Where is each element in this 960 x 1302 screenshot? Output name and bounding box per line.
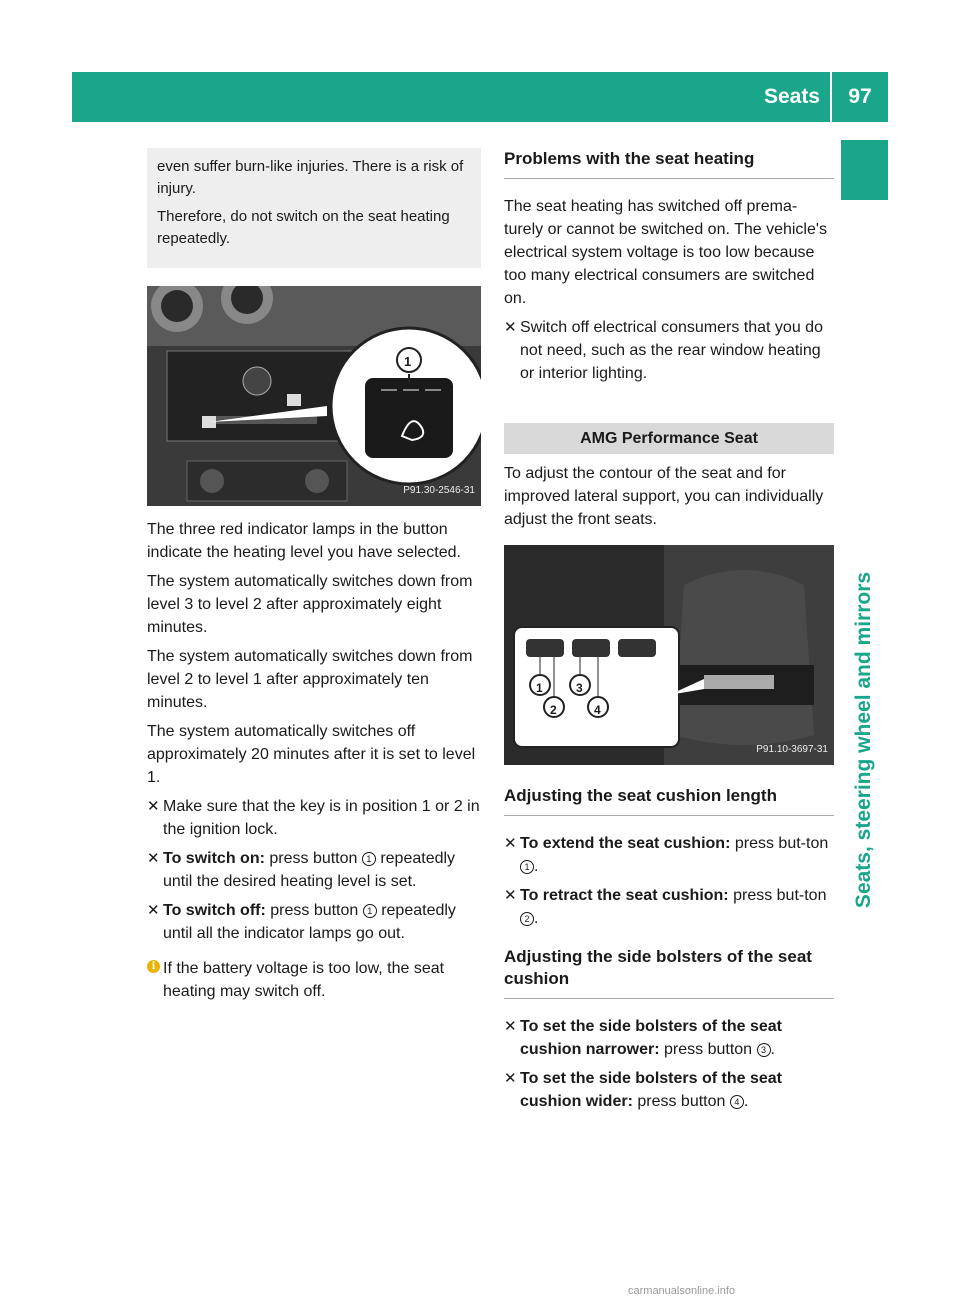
step-arrow-icon: ✕ [147, 850, 160, 867]
info-note [147, 957, 481, 1003]
section-heading: Problems with the seat heating [504, 148, 834, 179]
step-text: . [770, 1041, 775, 1058]
step-text: press button [265, 902, 363, 919]
seat-illustration [504, 545, 834, 765]
paragraph: To adjust the contour of the seat and for improved lateral support, you can individually adjust the front seats. [504, 465, 824, 528]
dashboard-illustration [147, 286, 481, 506]
step-text: . [534, 858, 539, 875]
warning-box [147, 148, 481, 268]
step-label: To switch on: [163, 850, 265, 867]
figure-callout: 4 [594, 703, 601, 717]
section-tab-label: Seats, steering wheel and mirrors [852, 571, 875, 909]
note-text: If the battery voltage is too low, the seat heating may switch off. [163, 960, 445, 1000]
step-text: press button [632, 1093, 730, 1110]
step-text: . [743, 1093, 749, 1110]
instruction-step [504, 316, 834, 385]
section-heading: Adjusting the side bolsters of the seat cushion [504, 946, 834, 999]
button-number-badge: 1 [520, 860, 534, 874]
paragraph: The system automatically switches down from level 2 to level 1 after approximately ten minutes. [147, 648, 473, 711]
step-arrow-icon: ✕ [504, 1070, 517, 1087]
step-arrow-icon: ✕ [147, 902, 160, 919]
button-number-badge: 1 [362, 852, 376, 866]
step-arrow-icon: ✕ [504, 319, 517, 336]
figure-code: P91.30-2546-31 [403, 485, 475, 496]
seat-control-figure [504, 545, 834, 765]
step-text: Switch off electrical consumers that you do not need, such as the rear window heating or interior lighting. [520, 319, 823, 382]
instruction-step [147, 847, 481, 893]
step-text: press but-ton [730, 835, 829, 852]
step-arrow-icon: ✕ [147, 798, 160, 815]
button-number-badge: 1 [363, 904, 377, 918]
button-number-badge: 4 [730, 1095, 744, 1109]
figure-code: P91.10-3697-31 [756, 744, 828, 755]
instruction-step [504, 832, 834, 878]
warning-text: Therefore, do not switch on the seat heating repeatedly. [157, 208, 450, 247]
paragraph: The system automatically switches off approximately 20 minutes after it is set to level 1. [147, 723, 476, 786]
step-label: To set the side bolsters of the seat cushion wider: [520, 1070, 782, 1110]
step-text: Make sure that the key is in position 1 or 2 in the ignition lock. [163, 798, 480, 838]
figure-callout: 1 [536, 681, 543, 695]
figure-callout: 2 [550, 703, 557, 717]
header-bar [72, 72, 888, 122]
figure-callout: 1 [404, 354, 412, 369]
button-number-badge: 3 [757, 1043, 771, 1057]
instruction-step [504, 1067, 834, 1113]
button-number-badge: 2 [520, 912, 534, 926]
right-column [504, 148, 834, 1119]
step-text: repeatedly until the desired heating level is set. [163, 850, 456, 890]
step-text: press button [659, 1041, 757, 1058]
seat-heating-button-figure [147, 286, 481, 506]
section-heading: Adjusting the seat cushion length [504, 785, 834, 816]
step-text: repeatedly until all the indicator lamps go out. [163, 902, 456, 942]
step-text: press button [264, 850, 362, 867]
instruction-step [147, 899, 481, 945]
step-arrow-icon: ✕ [504, 1018, 517, 1035]
instruction-step [147, 795, 481, 841]
warning-text: even suffer burn-like injuries. There is a risk of injury. [157, 158, 464, 197]
step-label: To retract the seat cushion: [520, 887, 729, 904]
step-text: . [534, 910, 539, 927]
paragraph: The system automatically switches down from level 3 to level 2 after approximately eight minutes. [147, 573, 473, 636]
footer-watermark: carmanualsonline.info [628, 1285, 736, 1297]
instruction-step [504, 884, 834, 930]
step-label: To extend the seat cushion: [520, 835, 731, 852]
info-icon: i [147, 960, 160, 973]
step-label: To switch off: [163, 902, 266, 919]
figure-callout: 3 [576, 681, 583, 695]
step-text: press but-ton [728, 887, 827, 904]
page-header-title: Seats [763, 85, 820, 108]
instruction-step [504, 1015, 834, 1061]
step-label: To set the side bolsters of the seat cushion narrower: [520, 1018, 782, 1058]
step-arrow-icon: ✕ [504, 835, 517, 852]
paragraph: The three red indicator lamps in the button indicate the heating level you have selected. [147, 521, 461, 561]
page-number: 97 [848, 85, 872, 108]
subsection-heading: AMG Performance Seat [504, 423, 834, 454]
left-column [147, 148, 481, 1003]
paragraph: The seat heating has switched off prema-turely or cannot be switched on. The vehicle's electrical system voltage is too low because too many electrical consumers are switched on. [504, 198, 827, 307]
step-arrow-icon: ✕ [504, 887, 517, 904]
